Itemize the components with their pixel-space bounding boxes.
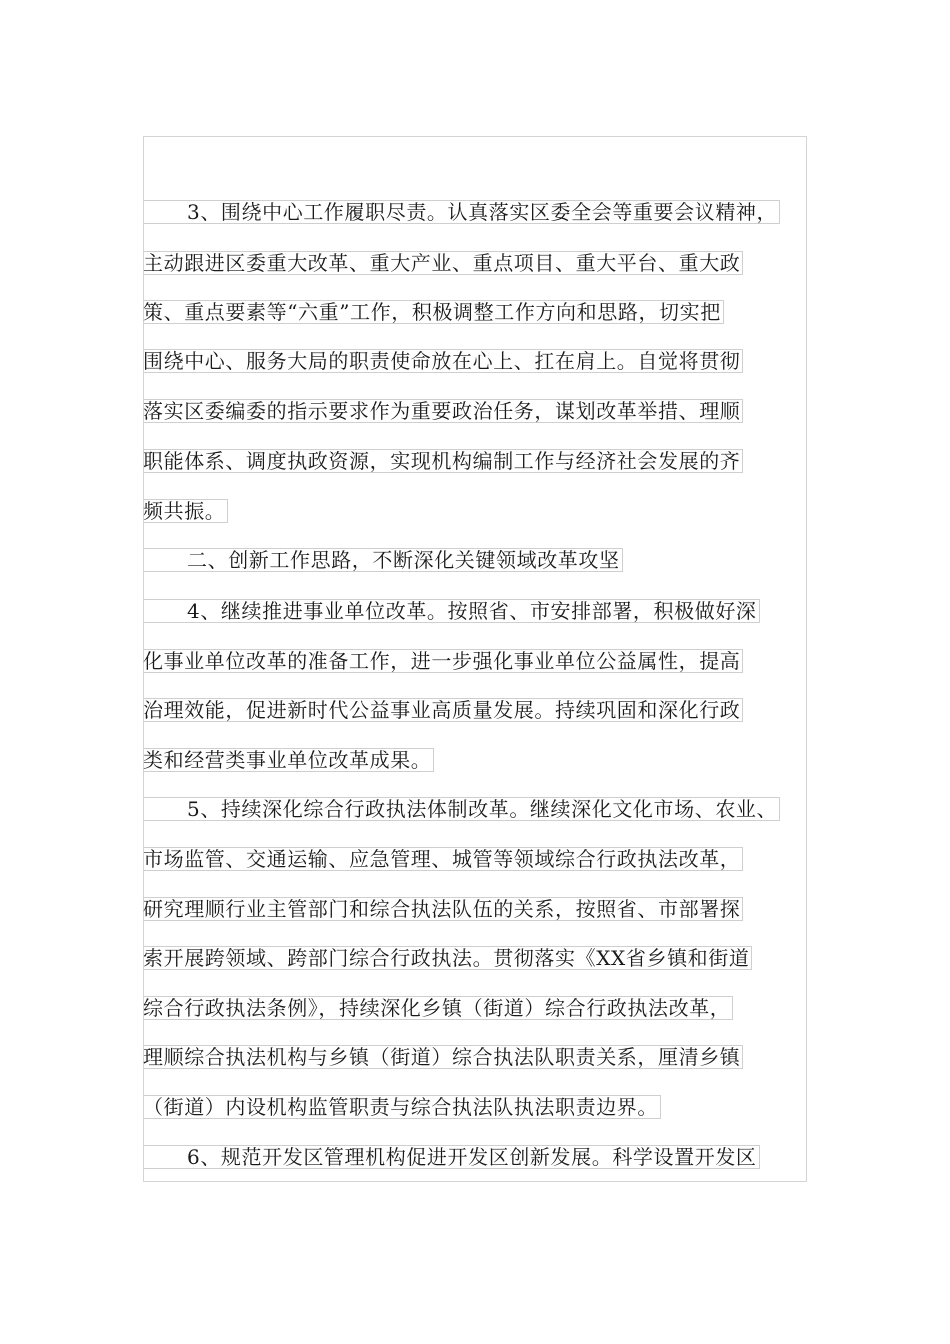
paragraph-3-line-4: 围绕中心、服务大局的职责使命放在心上、扛在肩上。自觉将贯彻	[143, 349, 743, 373]
section-heading-2: 二、创新工作思路，不断深化关键领域改革攻坚	[143, 548, 623, 572]
paragraph-3-line-1: 3、围绕中心工作履职尽责。认真落实区委全会等重要会议精神，	[143, 200, 780, 224]
paragraph-3-line-2: 主动跟进区委重大改革、重大产业、重点项目、重大平台、重大政	[143, 251, 743, 275]
paragraph-5-line-3: 研究理顺行业主管部门和综合执法队伍的关系，按照省、市部署探	[143, 897, 743, 921]
paragraph-3-line-6: 职能体系、调度执政资源，实现机构编制工作与经济社会发展的齐	[143, 449, 743, 473]
paragraph-5-line-1: 5、持续深化综合行政执法体制改革。继续深化文化市场、农业、	[143, 797, 780, 821]
paragraph-3-line-3: 策、重点要素等“六重”工作，积极调整工作方向和思路，切实把	[143, 300, 724, 324]
paragraph-5-line-4: 索开展跨领域、跨部门综合行政执法。贯彻落实《XX省乡镇和街道	[143, 946, 752, 970]
paragraph-5-line-2: 市场监管、交通运输、应急管理、城管等领域综合行政执法改革，	[143, 847, 743, 871]
paragraph-4-line-3: 治理效能，促进新时代公益事业高质量发展。持续巩固和深化行政	[143, 698, 743, 722]
paragraph-4-line-2: 化事业单位改革的准备工作，进一步强化事业单位公益属性，提高	[143, 649, 743, 673]
paragraph-3-line-5: 落实区委编委的指示要求作为重要政治任务，谋划改革举措、理顺	[143, 399, 743, 423]
paragraph-5-line-5: 综合行政执法条例》，持续深化乡镇（街道）综合行政执法改革，	[143, 996, 733, 1020]
paragraph-4-line-1: 4、继续推进事业单位改革。按照省、市安排部署，积极做好深	[143, 599, 760, 623]
paragraph-3-line-7: 频共振。	[143, 499, 228, 523]
paragraph-4-line-4: 类和经营类事业单位改革成果。	[143, 748, 434, 772]
paragraph-5-line-7: （街道）内设机构监管职责与综合执法队执法职责边界。	[143, 1095, 661, 1119]
paragraph-6-line-1: 6、规范开发区管理机构促进开发区创新发展。科学设置开发区	[143, 1145, 760, 1169]
paragraph-5-line-6: 理顺综合执法机构与乡镇（街道）综合执法队职责关系，厘清乡镇	[143, 1045, 743, 1069]
